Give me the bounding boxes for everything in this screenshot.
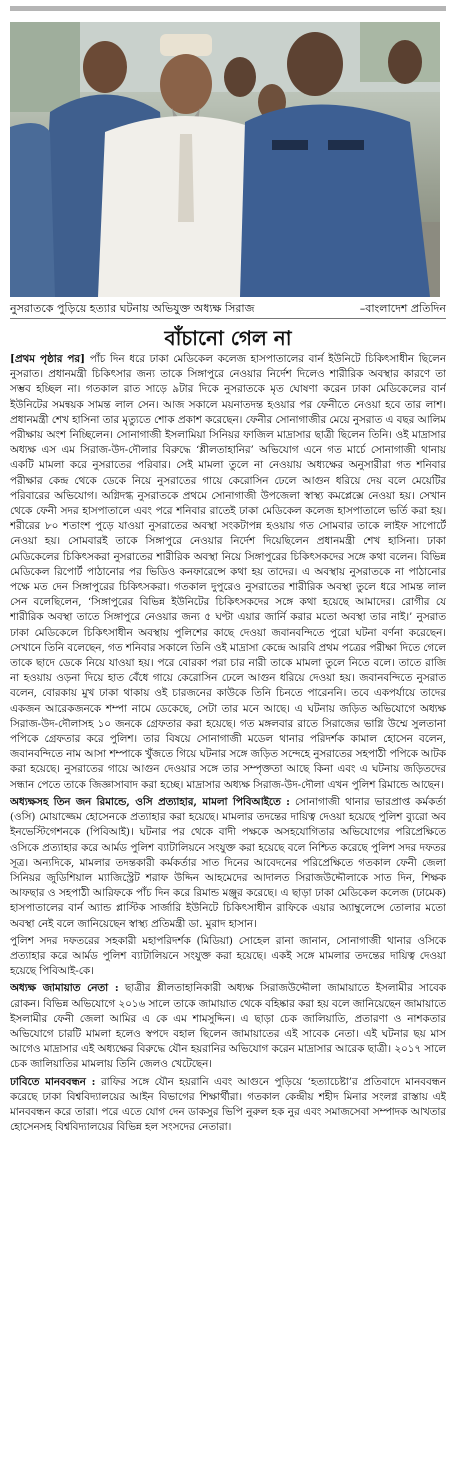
- subheading: অধ্যক্ষসহ তিন জন রিমান্ডে, ওসি প্রত্যাহার, মামলা পিবিআইতে :: [10, 795, 290, 808]
- news-photo: [10, 22, 440, 297]
- paragraph-text: সোনাগাজী থানার ভারপ্রাপ্ত কর্মকর্তা (ওসি) মোয়াজ্জেম হোসেনকে প্রত্যাহার করা হয়েছে। মামলার তদন্তের দায়িত্ব দেওয়া হয়েছে পুলিশ ব্যুরো অব ইনভেস্টিগেশনকে (পিবিআই)। ঘটনার পর থেকে বাদী পক্ষকে অসহযোগিতার অভিযোগের পরিপ্রেক্ষিতে ওসিকে প্রত্যাহার করে আর্মড পুলিশ ব্যাটালিয়নে সংযুক্ত করা হয়েছে বলে নিশ্চিত করেছে পুলিশ সদর দফতর সূত্র। অন্যদিকে, মামলার তদন্তকারী কর্মকর্তার সাত দিনের আবেদনের পরিপ্রেক্ষিতে গতকাল ফেনী জেলা সিনিয়র জুডিশিয়াল ম্যাজিস্ট্রেট শরাফ উদ্দিন আহমেদের আদালত সিরাজউদ্দৌলাকে সাত দিন, শিক্ষক আফছার ও সহপাঠী আরিফকে পাঁচ দিন করে রিমান্ড মঞ্জুর করেছে। এ ছাড়া ঢাকা মেডিকেল কলেজ (ঢামেক) হাসপাতালের বার্ন অ্যান্ড প্লাস্টিক সার্জারি ইউনিটে চিকিৎসাধীন রাফিকে এয়ার অ্যাম্বুলেন্সে তোলার মতো অবস্থা নেই বলে জানিয়েছেন স্বাস্থ্য প্রতিমন্ত্রী ডা. মুরাদ হাসান।: [10, 795, 446, 930]
- paragraph-text: পুলিশ সদর দফতরের সহকারী মহাপরিদর্শক (মিডিয়া) সোহেল রানা জানান, সোনাগাজী থানার ওসিকে প্রত্যাহার করে আর্মড পুলিশ ব্যাটালিয়নে সংযুক্ত করা হয়েছে। একই সঙ্গে মামলার তদন্তের দায়িত্ব দেওয়া হয়েছে পিবিআই-কে।: [10, 934, 446, 978]
- paragraph-lead: [প্রথম পৃষ্ঠার পর]: [10, 353, 85, 365]
- article-body: [10, 352, 446, 1475]
- article-paragraph: [10, 352, 446, 793]
- top-rule: [10, 6, 446, 11]
- subheading: অধ্যক্ষ জামায়াত নেতা :: [10, 982, 119, 995]
- caption-credit: –বাংলাদেশ প্রতিদিন: [359, 301, 446, 315]
- photo-caption: [10, 300, 446, 319]
- article-paragraph: [10, 1075, 446, 1136]
- paragraph-text: ছাত্রীর শ্লীলতাহানিকারী অধ্যক্ষ সিরাজউদ্দৌলা জামায়াতে ইসলামীর সাবেক রোকন। বিভিন্ন অভিযোগে ২০১৬ সালে তাকে জামায়াত থেকে বহিষ্কার করা হয় বলে জানিয়েছেন জামায়াতে ইসলামীর ফেনী জেলা আমির এ কে এম শামসুদ্দিন। এ ছাড়া চেক জালিয়াতি, প্রতারণা ও নাশকতার অভিযোগে চারটি মামলা হলেও স্বপদে বহাল ছিলেন জামায়াতের এই সাবেক নেতা। এই ঘটনার ছয় মাস আগেও মাদ্রাসার এই অধ্যক্ষের বিরুদ্ধে যৌন হয়রানির অভিযোগ করেন মাদ্রাসার আরেক ছাত্রী। ২০১৭ সালে চেক জালিয়াতির মামলায় তিনি জেলও খেটেছেন।: [10, 982, 446, 1071]
- subheading: ঢাবিতে মানববন্ধন :: [10, 1075, 96, 1088]
- paragraph-text: রাফির সঙ্গে যৌন হয়রানি এবং আগুনে পুড়িয়ে ‘হত্যাচেষ্টা’র প্রতিবাদে মানববন্ধন করেছে ঢাকা বিশ্ববিদ্যালয়ের আইন বিভাগের শিক্ষার্থীরা। গতকাল কেন্দ্রীয় শহীদ মিনার সংলগ্ন রাস্তায় এই মানববন্ধন করে তারা। পরে এতে যোগ দেন ডাকসুর ভিপি নুরুল হক নুর এবং সমাজসেবা সম্পাদক আখতার হোসেনসহ বিশ্ববিদ্যালয়ের বিভিন্ন হল সংসদের নেতারা।: [10, 1075, 446, 1134]
- paragraph-text: পাঁচ দিন ধরে ঢাকা মেডিকেল কলেজ হাসপাতালের বার্ন ইউনিটে চিকিৎসাধীন ছিলেন নুসরাত। প্রধানমন্ত্রী চিকিৎসার জন্য তাকে সিঙ্গাপুরে নেওয়ার নির্দেশ দিলেও শারীরিক অবস্থার কারণে তা সম্ভব হচ্ছিল না। গতকাল রাত সাড়ে ৯টার দিকে নুসরাতকে মৃত ঘোষণা করেন ঢাকা মেডিকেলের বার্ন ইউনিটের সমন্বয়ক সামন্ত লাল সেন। আজ সকালে ময়নাতদন্ত হওয়ার পর ফেনীতে নেওয়া হবে তার লাশ। প্রধানমন্ত্রী শেখ হাসিনা তার মৃত্যুতে শোক প্রকাশ করেছেন। ফেনীর সোনাগাজীর মেয়ে নুসরাত এ বছর আলিম পরীক্ষায় অংশ নিচ্ছিলেন। সোনাগাজী ইসলামিয়া সিনিয়র ফাজিল মাদ্রাসার ছাত্রী ছিলেন তিনি। ওই মাদ্রাসার অধ্যক্ষ এস এম সিরাজ-উদ-দৌলার বিরুদ্ধে ‘শ্লীলতাহানির’ অভিযোগ এনে গত মার্চে সোনাগাজী থানায় একটি মামলা করে নুসরাতের পরিবার। সেই মামলা তুলে না নেওয়ায় অধ্যক্ষের অনুসারীরা গত শনিবার পরীক্ষার কেন্দ্র থেকে ডেকে নিয়ে নুসরাতের গায়ে কেরোসিন ঢেলে আগুন ধরিয়ে দেয় বলে মেয়েটির পরিবারের অভিযোগ। অগ্নিদগ্ধ নুসরাতকে প্রথমে সোনাগাজী উপজেলা স্বাস্থ্য কমপ্লেক্সে নেওয়া হয়। সেখান থেকে ফেনী সদর হাসপাতালে এবং পরে শনিবার রাতেই ঢাকা মেডিকেল কলেজ হাসপাতালে ভর্তি করা হয়। শরীরের ৮০ শতাংশ পুড়ে যাওয়া নুসরাতের অবস্থা সংকটাপন্ন হওয়ায় গত সোমবার তাকে লাইফ সাপোর্টে নেওয়া হয়। সোমবারই তাকে সিঙ্গাপুরে নেওয়ার নির্দেশ দিয়েছিলেন প্রধানমন্ত্রী শেখ হাসিনা। ঢাকা মেডিকেলের চিকিৎসকরা নুসরাতের শারীরিক অবস্থা নিয়ে সিঙ্গাপুরের চিকিৎসকদের সঙ্গে কথা বলেন। বিভিন্ন মেডিকেল রিপোর্ট পাঠানোর পর ভিডিও কনফারেন্সে কথা হয় তাদের। এ অবস্থায় নুসরাতকে না পাঠানোর পক্ষে মত দেন সিঙ্গাপুরের চিকিৎসকরা। গতকাল দুপুরেও নুসরাতের শারীরিক অবস্থা তুলে ধরে সামন্ত লাল সেন বলেছিলেন, ‘সিঙ্গাপুরের বিভিন্ন ইউনিটের চিকিৎসকদের সঙ্গে কথা হয়েছে আমাদের। রোগীর যে শারীরিক অবস্থা তাতে সিঙ্গাপুরে নেওয়ার জন্য ৫ ঘণ্টা এয়ার জার্নি করার মতো অবস্থা তার নাই।’ নুসরাত ঢাকা মেডিকেলে চিকিৎসাধীন অবস্থায় পুলিশের কাছে দেওয়া জবানবন্দিতে পুরো ঘটনা বর্ণনা করেছেন। সেখানে তিনি বলেছেন, গত শনিবার সকালে তিনি ওই মাদ্রাসা কেন্দ্রে আরবি প্রথম পত্রের পরীক্ষা দিতে গেলে তাকে ছাদে ডেকে নিয়ে যাওয়া হয়। পরে বোরকা পরা চার নারী তাকে মামলা তুলে নিতে বলে। তাতে রাজি না হওয়ায় ওড়না দিয়ে হাত বেঁধে গায়ে কেরোসিন ঢেলে আগুন ধরিয়ে দেওয়া হয়। জবানবন্দিতে নুসরাত বলেন, বোরকায় মুখ ঢাকা থাকায় ওই চারজনের কাউকে তিনি চিনতে পারেননি। তবে একপর্যায়ে তাদের একজন আরেকজনকে শম্পা নামে ডেকেছে, সেটা তার মনে আছে। এ ঘটনায় জড়িত অভিযোগে অধ্যক্ষ সিরাজ-উদ-দৌলাসহ ১০ জনকে গ্রেফতার করা হয়েছে। গত মঙ্গলবার রাতে সিরাজের ভাগ্নি উম্মে সুলতানা পপিকে গ্রেফতার করে পুলিশ। তার বিষয়ে সোনাগাজী মডেল থানার পরিদর্শক কামাল হোসেন বলেন, জবানবন্দিতে নাম আসা শম্পাকে খুঁজতে গিয়ে ঘটনার সঙ্গে জড়িত সন্দেহে নুসরাতের সহপাঠী পপিকে আটক করা হয়েছে। নুসরাতের গায়ে আগুন দেওয়ার সঙ্গে তার সম্পৃক্ততা আছে কিনা এবং এ ঘটনায় জড়িতদের সন্ধান পেতে তাকে জিজ্ঞাসাবাদ করা হচ্ছে। মাদ্রাসার অধ্যক্ষ সিরাজ-উদ-দৌলা এখন পুলিশ রিমান্ডে আছেন।: [10, 353, 446, 791]
- article-paragraph: [10, 934, 446, 980]
- headline: বাঁচানো গেল না: [164, 326, 292, 350]
- caption-text: নুসরাতকে পুড়িয়ে হত্যার ঘটনায় অভিযুক্ত অধ্যক্ষ সিরাজ: [10, 301, 255, 315]
- photo-illustration: [10, 22, 440, 297]
- article-paragraph: [10, 795, 446, 932]
- article-paragraph: [10, 981, 446, 1072]
